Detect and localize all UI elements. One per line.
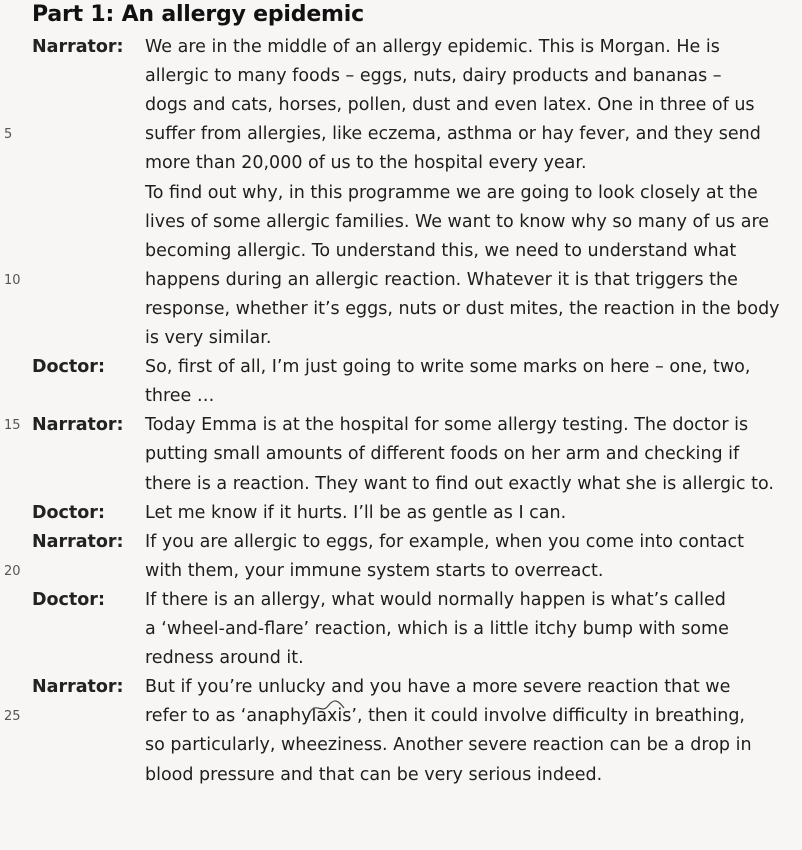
transcript-line [0, 208, 802, 237]
transcript-line [0, 440, 802, 469]
line-text: lives of some allergic families. We want to know why so many of us are [145, 211, 770, 232]
transcript-line [0, 91, 802, 120]
line-text: happens during an allergic reaction. Whatever it is that triggers the [145, 269, 738, 290]
transcript-line [0, 120, 802, 149]
transcript-line [0, 295, 802, 324]
speaker-label: Narrator: [32, 37, 124, 57]
speaker-label: Doctor: [32, 502, 105, 523]
transcript-line [0, 266, 802, 295]
transcript-line [0, 149, 802, 178]
transcript-line [0, 470, 802, 499]
line-text: so particularly, wheeziness. Another severe reaction can be a drop in [145, 735, 752, 756]
speaker-label: Doctor: [32, 589, 105, 610]
transcript-line [0, 237, 802, 266]
transcript-line [0, 586, 802, 615]
line-text: refer to as ‘anaphylaxis’, then it could involve difficulty in breathing, [145, 706, 745, 727]
line-text: allergic to many foods – eggs, nuts, dairy products and bananas – [145, 66, 722, 87]
line-number: 10 [4, 272, 21, 288]
pen-scribble-mark [308, 698, 348, 718]
line-text: So, first of all, I’m just going to write some marks on here – one, two, [145, 357, 751, 378]
line-text: Today Emma is at the hospital for some allergy testing. The doctor is [145, 415, 749, 436]
line-text: more than 20,000 of us to the hospital every year. [145, 153, 587, 174]
line-text: Let me know if it hurts. I’ll be as gentle as I can. [145, 502, 567, 523]
transcript-line [0, 557, 802, 586]
line-text: If there is an allergy, what would normally happen is what’s called [145, 589, 726, 610]
transcript-line [0, 731, 802, 760]
line-number: 5 [4, 127, 13, 143]
speaker-label: Narrator: [32, 677, 124, 698]
line-text: with them, your immune system starts to overreact. [145, 560, 604, 581]
line-text: redness around it. [145, 648, 304, 669]
speaker-label: Doctor: [32, 357, 105, 378]
line-text: dogs and cats, horses, pollen, dust and even latex. One in three of us [145, 95, 755, 116]
line-number: 20 [4, 563, 21, 579]
line-text: response, whether it’s eggs, nuts or dust mites, the reaction in the body [145, 298, 780, 319]
section-title: Part 1: An allergy epidemic [32, 2, 364, 27]
transcript-line [0, 673, 802, 702]
line-text: suffer from allergies, like eczema, asthma or hay fever, and they send [145, 124, 761, 145]
line-text: three … [145, 386, 215, 407]
transcript-line [0, 62, 802, 91]
line-text: We are in the middle of an allergy epidemic. This is Morgan. He is [145, 37, 720, 57]
transcript-line [0, 702, 802, 731]
line-number: 15 [4, 418, 21, 434]
transcript-line [0, 644, 802, 673]
transcript-line [0, 179, 802, 208]
transcript-line [0, 499, 802, 528]
line-text: But if you’re unlucky and you have a more severe reaction that we [145, 677, 731, 698]
line-text: blood pressure and that can be very serious indeed. [145, 764, 603, 785]
transcript-line [0, 382, 802, 411]
transcript-line [0, 615, 802, 644]
line-text: To find out why, in this programme we are going to look closely at the [145, 182, 758, 203]
line-text: there is a reaction. They want to find out exactly what she is allergic to. [145, 473, 774, 494]
line-text: putting small amounts of different foods on her arm and checking if [145, 444, 740, 465]
transcript-line [0, 353, 802, 382]
line-text: becoming allergic. To understand this, we need to understand what [145, 240, 737, 261]
line-number: 25 [4, 709, 21, 725]
speaker-label: Narrator: [32, 531, 124, 552]
line-text: If you are allergic to eggs, for example, when you come into contact [145, 531, 744, 552]
transcript-line [0, 411, 802, 440]
transcript-line [0, 528, 802, 557]
line-text: a ‘wheel-and-flare’ reaction, which is a little itchy bump with some [145, 619, 729, 639]
transcript-line [0, 324, 802, 353]
transcript-line [0, 761, 802, 790]
line-text: is very similar. [145, 328, 272, 348]
speaker-label: Narrator: [32, 415, 124, 436]
transcript-line [0, 33, 802, 62]
